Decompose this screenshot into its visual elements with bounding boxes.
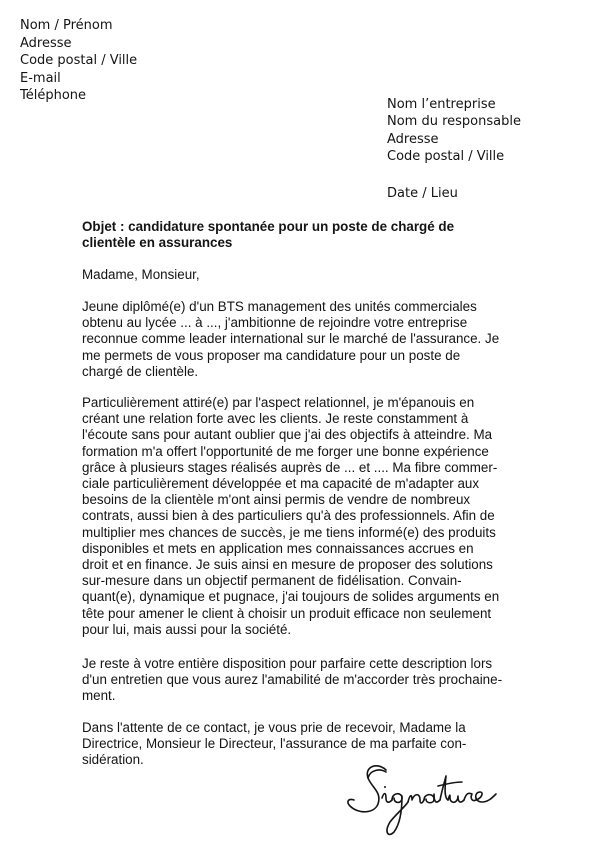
paragraph-line: disponibles et mets en application mes connaissances accrues en [82,540,474,556]
letter-subject [82,219,502,251]
sender-phone: Téléphone [20,88,87,104]
paragraph-line: me permets de vous proposer ma candidature pour un poste de [82,347,461,363]
paragraph-line: contrats, aussi bien à des particuliers qu'à des professionnels. Afin de [82,508,495,524]
paragraph-line: formation m'a offert l'opportunité de me forger une bonne expérience [82,443,489,459]
paragraph-line: obtenu au lycée ... à ..., j'ambitionne de rejoindre votre entreprise [82,315,468,331]
paragraph-line: sidération. [82,752,144,768]
paragraph-line: Directrice, Monsieur le Directeur, l'assurance de ma parfaite con- [82,736,467,752]
sender-address: Adresse [20,35,72,51]
paragraph-line: quant(e), dynamique et pugnace, j'ai toujours de solides arguments en [82,589,500,605]
paragraph-line: l'écoute sans pour autant oublier que j'ai des objectifs à atteindre. Ma [82,427,493,443]
paragraph-line: chargé de clientèle. [82,363,199,379]
paragraph-line: besoins de la clientèle m'ont ainsi permis de vendre de nombreux [82,492,471,508]
paragraph-line: Jeune diplômé(e) d'un BTS management des unités commerciales [82,299,477,314]
paragraph-availability [82,656,514,705]
paragraph-line: multiplier mes chances de succès, je me tiens informé(e) des produits [82,524,496,540]
paragraph-line: reconnue comme leader international sur le marché de l'assurance. Je [82,331,500,347]
paragraph-line: Je reste à votre entière disposition pour parfaire cette description lors [82,656,493,671]
paragraph-line: créant une relation forte avec les clients. Je reste constamment à [82,411,469,427]
sender-address-block [20,17,137,105]
paragraph-line: Dans l'attente de ce contact, je vous prie de recevoir, Madame la [82,720,466,735]
paragraph-line: droit et en finance. Je suis ainsi en mesure de proposer des solutions [82,557,493,573]
paragraph-line: pour lui, mais aussi pour la société. [82,621,292,637]
paragraph-line: Particulièrement attiré(e) par l'aspect relationnel, je m'épanouis en [82,395,475,410]
paragraph-introduction [82,299,514,380]
sender-email: E-mail [20,70,61,86]
paragraph-line: sur-mesure dans un objectif permanent de fidélisation. Convain- [82,573,462,589]
recipient-manager: Nom du responsable [387,114,521,130]
handwritten-signature [342,758,502,838]
paragraph-line: ciale particulièrement développée et ma capacité de m'adapter aux [82,476,480,492]
paragraph-line: ment. [82,688,116,704]
paragraph-motivation [82,395,514,638]
recipient-address: Adresse [387,131,439,147]
date-place: Date / Lieu [387,186,458,201]
subject-line: clientèle en assurances [82,235,233,251]
subject-line: Objet : candidature spontanée pour un poste de chargé de [82,219,455,234]
recipient-postal-city: Code postal / Ville [387,149,505,165]
greeting: Madame, Monsieur, [82,267,200,282]
paragraph-line: tête pour amener le client à choisir un produit efficace non seulement [82,605,492,621]
paragraph-line: d'un entretien que vous aurez l'amabilité de m'accorder très prochaine- [82,672,503,688]
sender-name: Nom / Prénom [20,18,113,33]
recipient-company: Nom l’entreprise [387,97,496,112]
paragraph-line: grâce à plusieurs stages réalisés auprès de ... et .... Ma fibre commer- [82,459,498,475]
recipient-address-block [387,96,521,166]
sender-postal-city: Code postal / Ville [20,53,138,69]
